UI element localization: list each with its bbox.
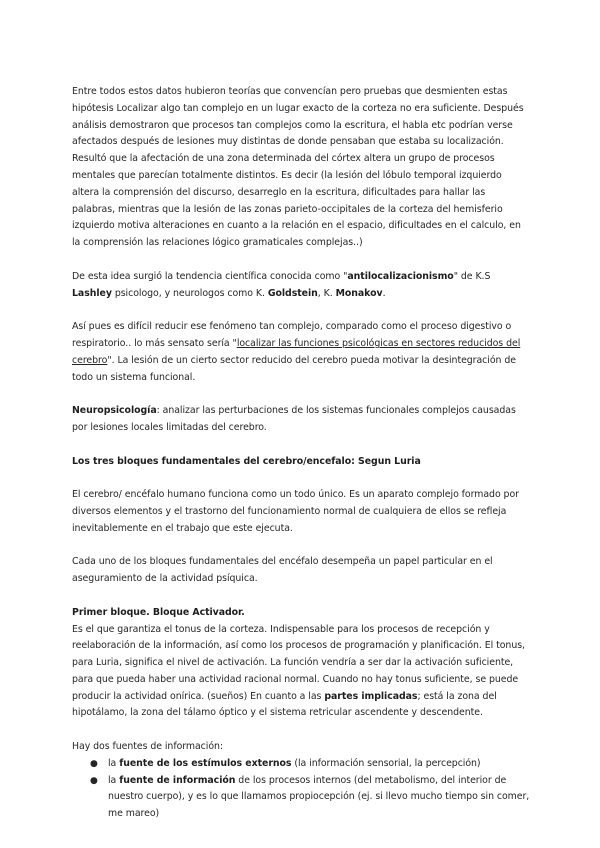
bold-name-monakov: Monakov [335,287,383,299]
bold-term-partes-implicadas: partes implicadas [324,690,418,702]
bold-term-antilocalizacionismo: antilocalizacionismo [347,270,454,282]
bold-name-lashley: Lashley [72,287,112,299]
paragraph-fuentes: Hay dos fuentes de información: [72,741,224,753]
bullet-icon: ● [90,775,98,786]
text-run: , K. [317,287,336,299]
text-run: la [108,774,120,786]
paragraph-bloques: Cada uno de los bloques fundamentales del encéfalo desempeña un papel particular en el aseguramiento de la actividad psíquica. [72,556,493,585]
text-run: ". La lesión de un cierto sector reducido del cerebro pueda motivar la desintegración de todo un sistema funcional. [72,354,516,383]
text-run: de los procesos internos (del metabolismo, del interior de nuestro cuerpo), y es lo que llamamos propiocepción (ej. si llevo mucho tiempo sin comer, me mareo) [108,774,530,820]
underlined-link[interactable]: localizar las funciones psicológicas en sectores reducidos del cerebro [72,337,521,366]
paragraph-cerebro: El cerebro/ encéfalo humano funciona como un todo único. Es un aparato complejo formado por diversos elementos y el trastorno del funcionamiento normal de cualquiera de ellos se refleja inevitablemente en el trabajo que este ejecuta. [72,489,519,534]
list-item [90,773,530,823]
text-run: la [108,757,120,769]
text-run: (la información sensorial, la percepción) [291,757,481,769]
paragraph-antilocalizacionismo [72,269,530,303]
text-run: : analizar las perturbaciones de los sistemas funcionales complejos causadas por lesiones locales limitadas del cerebro. [72,405,516,433]
text-run: Así pues es difícil reducir ese fenómeno tan complejo, comparado como el proceso digestivo o respiratorio.. lo más sensato sería " [72,321,512,349]
text-run: ; está la zona del hipotálamo, la zona del tálamo óptico y el sistema retricular ascendente y descendente. [72,690,497,719]
list-item [90,756,530,773]
text-run: Es el que garantiza el tonus de la corteza. Indispensable para los procesos de recepción y reelaboración de la información, así como los procesos de programación y planificación. El tonus, para Luria, significa el nivel de activación. La función vendría a ser dar la activación suficiente, para que pueda haber una actividad racional normal. Cuando no hay tonus suficiente, se puede producir la actividad onírica. (sueños) En cuanto a las [72,623,525,702]
bold-name-goldstein: Goldstein [267,287,318,299]
bold-term-neuropsicologia: Neuropsicología [72,405,157,417]
paragraph-tonus [72,622,530,723]
bold-term: fuente de información [119,774,236,786]
bold-term: fuente de los estímulos externos [119,757,292,769]
text-run: psicologo, y neurologos como K. [111,287,268,299]
bullet-icon: ● [90,758,98,769]
section-heading-tres-bloques: Los tres bloques fundamentales del cerebro/encefalo: Segun Luria [72,455,421,467]
paragraph-neuropsicologia [72,403,530,437]
text-run: De esta idea surgió la tendencia científica conocida como " [72,270,348,282]
section-heading-primer-bloque: Primer bloque. Bloque Activador. [72,606,245,618]
text-run: " de K.S [453,270,491,282]
bullet-list [72,756,530,823]
text-run: . [382,287,386,299]
paragraph-localizar [72,319,530,386]
paragraph-intro: Entre todos estos datos hubieron teorías que convencían pero pruebas que desmienten estas hipótesis Localizar algo tan complejo en un lugar exacto de la corteza no era suficiente. Después análisis demostraron que procesos tan complejos como la escritura, el habla etc podrían verse afectados después de lesiones muy distintas de donde pensaban que estaba su localización. Resultó que la afectación de una zona determinada del córtex altera un grupo de procesos mentales que parecían totalmente distintos. Es decir (la lesión del lóbulo temporal izquierdo altera la comprensión del discurso, desarreglo en la escritura, dificultades para hallar las palabras, mientras que la lesión de las zonas parieto-occipitales de la corteza del hemisferio izquierdo motiva alteraciones en cuanto a la relación en el espacio, dificultades en el calculo, en la comprensión las relaciones lógico gramaticales complejas..) [72,86,524,249]
